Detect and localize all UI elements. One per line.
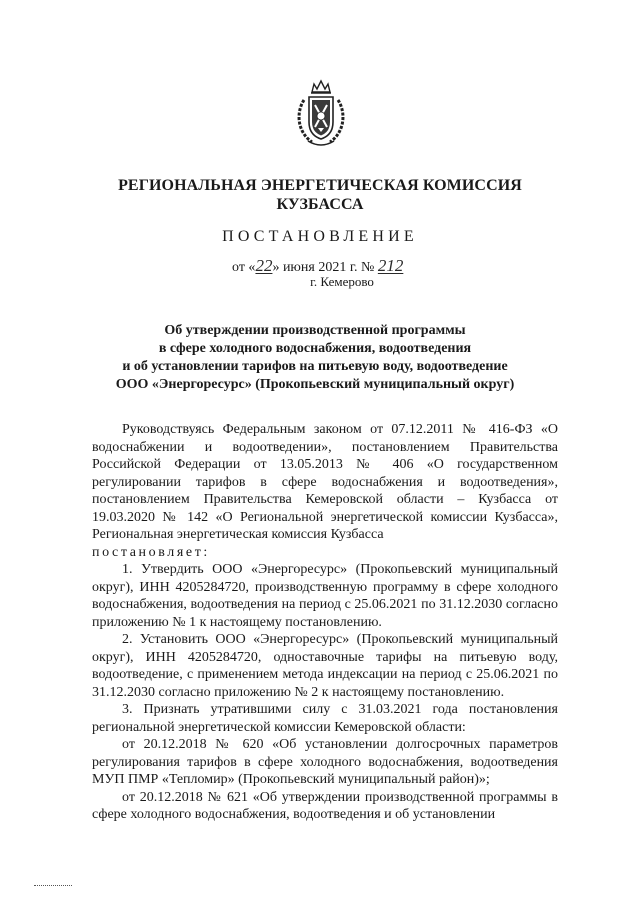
subject-line3: и об установлении тарифов на питьевую воду, водоотведение: [122, 359, 508, 374]
kuzbass-coat-of-arms-icon: [292, 78, 350, 150]
date-prefix: от «: [232, 260, 256, 275]
commission-title-line2: КУЗБАССА: [276, 196, 364, 213]
document-body: [92, 421, 558, 824]
preamble-paragraph: [92, 421, 558, 544]
document-subject: [60, 322, 570, 394]
subject-line1: Об утверждении производственной программы: [164, 323, 466, 338]
document-date-line: [232, 256, 532, 276]
document-number-handwritten: 212: [377, 256, 404, 275]
item-2-paragraph: 2. Установить ООО «Энергоресурс» (Прокопьевский муниципальный округ), ИНН 4205284720, одноставочные тарифы на питьевую воду, водоотведение, с применением метода индексации на период с 25.06.2021 по 31.12.2030 согласно приложению № 2 к настоящему постановлению.: [92, 632, 558, 700]
preamble-text: Руководствуясь Федеральным законом от 07.12.2011 № 416-ФЗ «О водоснабжении и водоотведении», постановлением Правительства Российской Федерации от 13.05.2013 № 406 «О государственном регулировании тарифов в сфере водоснабжения и водоотведения», постановлением Правительства Кемеровской области – Кузбасса от 19.03.2020 № 142 «О Региональной энергетической комиссии Кузбасса», Региональная энергетическая комиссия Кузбасса: [92, 422, 558, 542]
footer-dotted-mark: [34, 885, 72, 886]
item-3-paragraph: 3. Признать утратившими силу с 31.03.2021 года постановления региональной энергетической комиссии Кемеровской области:: [92, 702, 558, 735]
subject-line2: в сфере холодного водоснабжения, водоотведения: [158, 341, 472, 356]
decree-word-paragraph: [92, 544, 558, 562]
city-label: г. Кемерово: [310, 274, 374, 289]
date-day-handwritten: 22: [255, 256, 273, 275]
item-1-paragraph: 1. Утвердить ООО «Энергоресурс» (Прокопьевский муниципальный округ), ИНН 4205284720, производственную программу в сфере холодного водоснабжения, водоотведения на период с 25.06.2021 по 31.12.2030 согласно приложению № 1 к настоящему постановлению.: [92, 562, 558, 630]
item-3-sub1-paragraph: от 20.12.2018 № 620 «Об установлении долгосрочных параметров регулирования тарифов в сфере холодного водоснабжения, водоотведения МУП ПМР «Тепломир» (Прокопьевский муниципальный район)»;: [92, 737, 558, 787]
commission-title-line1: РЕГИОНАЛЬНАЯ ЭНЕРГЕТИЧЕСКАЯ КОМИССИЯ: [118, 177, 522, 194]
date-middle: » июня 2021 г. №: [272, 260, 375, 275]
item-3-sub2-paragraph: от 20.12.2018 № 621 «Об утверждении производственной программы в сфере холодного водоснабжения, водоотведения и об установлении: [92, 789, 558, 822]
commission-title: [0, 176, 640, 214]
subject-line4: ООО «Энергоресурс» (Прокопьевский муниципальный округ): [115, 377, 515, 392]
document-type-heading: ПОСТАНОВЛЕНИЕ: [222, 228, 418, 245]
decree-word: постановляет:: [92, 544, 210, 560]
